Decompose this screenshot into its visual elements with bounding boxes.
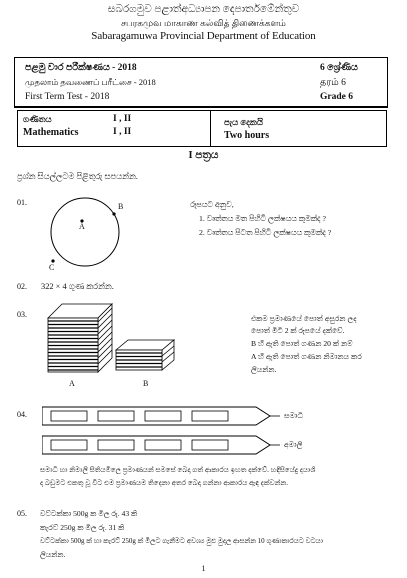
q3-line2: පොත් මිටි 2 ක් රූපයේ දක්වේ. [251,326,345,335]
subject-info-box [17,110,387,147]
exam-grade-english: Grade 6 [320,92,353,102]
exam-grade-tamil: தரம் 6 [320,78,346,88]
circle-outline [51,198,119,266]
book-bundle-a [48,304,112,372]
q1-line1: 1. වෘත්තය මත පිහිටි ලක්ෂයය කුමක්ද ? [199,214,326,223]
q1-number: 01. [17,198,27,207]
q3-line5: ලියන්න. [251,365,277,374]
q4-line1: සමාධි හා නිමාලි සිතියමිලෙ ප්‍රමාණයන් සමසේ බෙදා ගත් ආකාරය ඉහත දක්වේ. හඳිසියේදු දයාශි [40,466,316,474]
point-b [112,212,115,215]
exam-title-english: First Term Test - 2018 [25,92,110,102]
subject-name-sinhala: ගණිතය [23,114,52,124]
time-label-english: Two hours [224,130,270,141]
exam-title-sinhala: පළමු වාර පරීක්ෂණය - 2018 [25,63,137,73]
q5-number: 05. [17,509,27,518]
header-line-sinhala: සබරගමුව පළාත්අධ්‍යාපන දෙපාර්තමේන්තුව [107,4,300,15]
paper-title: I පත්‍රය [188,150,219,161]
q3-line4: A හි ඇති පොත් ගණන නිමානය කර [251,352,362,361]
subject-parts-english: I , II [113,127,132,137]
book-bundle-b [116,340,174,370]
bar-amali [42,436,270,454]
q3-book-bundles-figure [40,300,180,378]
q2-number: 02. [17,282,27,291]
q5-line1: වට්ටක්කා 500g ක මිල රු. 43 කි [40,509,138,518]
q3-number: 03. [17,310,27,319]
q1-line2: 2. වෘත්තය පිටත පිහිටි ලක්ෂයය කුමක්ද ? [199,228,332,237]
subject-name-english: Mathematics [23,127,79,138]
header-line-english: Sabaragamuwa Provincial Department of Education [91,30,316,42]
bar-samadhi [42,407,270,425]
q3-line1: එකම ප්‍රමාණයේ පොත් අසුරන ලද [251,314,357,323]
q4-chocolate-bars-figure [42,402,282,462]
exam-title-tamil: முதலாம் தவணைப் பரீட்சை - 2018 [25,77,156,87]
box-divider [210,111,211,146]
label-amali: අමාලි [284,440,303,449]
q1-intro: රූපයට අනුව, [190,200,234,209]
label-a: A [79,222,85,231]
bundle-label-b: B [143,379,149,388]
q5-line4: ලියන්න. [40,550,66,559]
subject-parts-sinhala: I , II [113,114,132,124]
header-line-tamil: சபரகமுவ மாகாண கல்வித் திணைக்களம் [121,18,286,28]
q5-line3: වට්ටක්කා 500g ක් හා කැරට් 250g ක් මිලට ගැනීමට අවශ්‍ය මුළු මුදල ආසන්න 10 ගුණාකාරයට වටයා [40,537,324,545]
label-samadhi: සමාධි [284,411,304,420]
label-c: C [49,263,55,272]
time-label-sinhala: පැය දෙකයි [224,117,263,127]
q4-line2: ද බඩුමට එකතු වූ විට එම ප්‍රමාණයම තිදෙනා අතර බෙදා ගන්නා ආකාරය ඇඳ දක්වන්න. [40,479,288,487]
exam-info-box [14,57,388,108]
q1-circle-figure [40,190,140,275]
q2-text: 322 × 4 ගුණ කරන්න. [41,282,114,291]
exam-grade-sinhala: 6 ශ්‍රේණිය [320,63,358,73]
page-number: 1 [201,564,206,573]
bundle-label-a: A [69,379,75,388]
label-b: B [118,202,124,211]
instruction: ප්‍රශ්න සියල්ලටම පිළිතුරු සපයන්න. [17,172,138,181]
q3-line3: B හි ඇති පොත් ගණන 20 ක් නම් [251,339,353,348]
q5-line2: කැරට් 250g ක මිල රු. 31 කි [40,523,125,532]
q4-number: 04. [17,410,27,419]
